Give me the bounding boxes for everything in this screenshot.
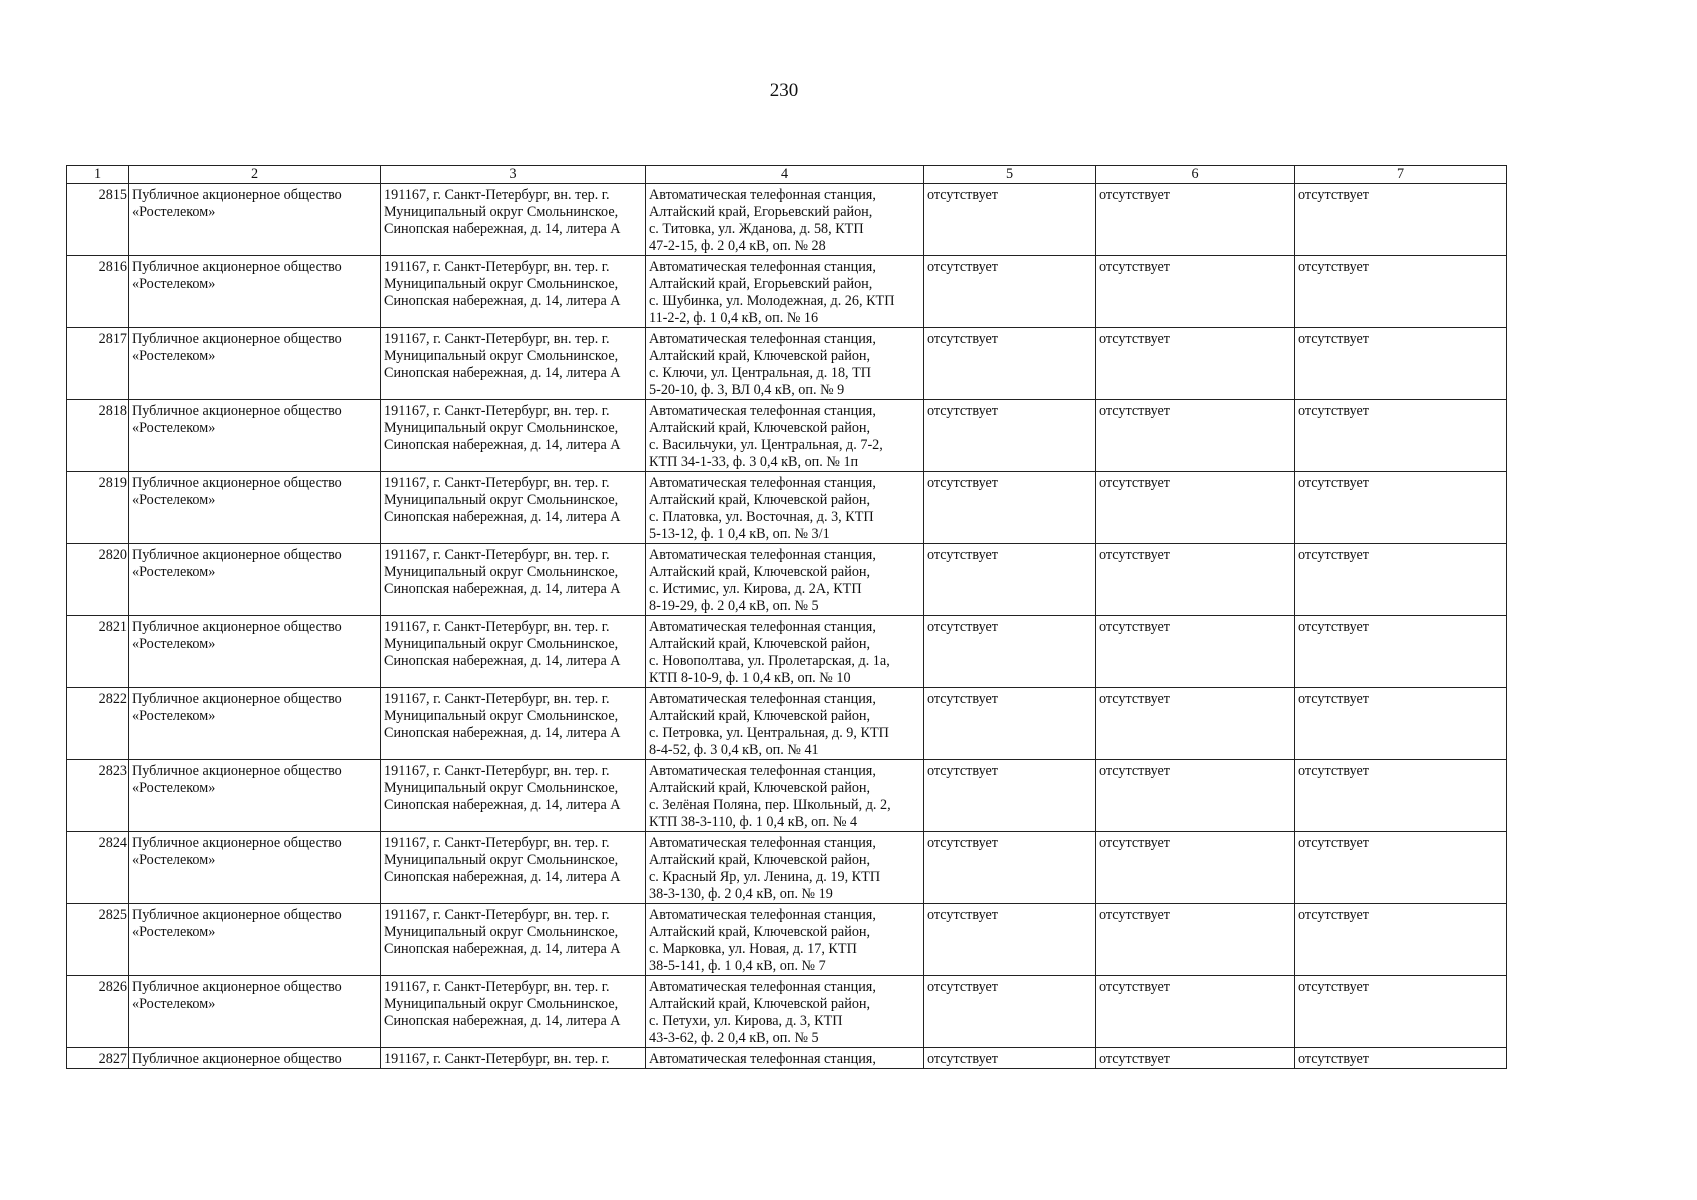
address-cell-line: Синопская набережная, д. 14, литера А [384, 509, 621, 525]
object-cell-line: Автоматическая телефонная станция, [649, 547, 876, 563]
row-number: 2822 [67, 688, 129, 760]
object-cell-line: КТП 34-1-33, ф. 3 0,4 кВ, оп. № 1п [649, 454, 859, 470]
owner-cell-line: Публичное акционерное общество [132, 187, 342, 203]
object-cell-line: Алтайский край, Ключевской район, [649, 492, 871, 508]
object-cell-line: 43-3-62, ф. 2 0,4 кВ, оп. № 5 [649, 1030, 819, 1046]
owner-cell [129, 328, 381, 400]
object-cell-line: 8-4-52, ф. 3 0,4 кВ, оп. № 41 [649, 742, 819, 758]
address-cell-line: Синопская набережная, д. 14, литера А [384, 221, 621, 237]
object-cell-line: с. Платовка, ул. Восточная, д. 3, КТП [649, 509, 874, 525]
table-body [67, 184, 1507, 1069]
object-cell-line: с. Новополтава, ул. Пролетарская, д. 1а, [649, 653, 890, 669]
owner-cell-line: «Ростелеком» [132, 204, 216, 220]
column-7-cell: отсутствует [1295, 184, 1507, 256]
column-7-cell: отсутствует [1295, 616, 1507, 688]
owner-cell-line: Публичное акционерное общество [132, 691, 342, 707]
column-6-cell: отсутствует [1096, 616, 1295, 688]
table-row [67, 1048, 1507, 1069]
column-5-cell: отсутствует [924, 760, 1096, 832]
object-cell-line: 38-3-130, ф. 2 0,4 кВ, оп. № 19 [649, 886, 833, 902]
owner-cell-line: Публичное акционерное общество [132, 475, 342, 491]
column-header-7: 7 [1295, 166, 1507, 184]
row-number: 2815 [67, 184, 129, 256]
owner-cell [129, 688, 381, 760]
column-header-3: 3 [381, 166, 646, 184]
owner-cell [129, 760, 381, 832]
owner-cell-line: Публичное акционерное общество [132, 979, 342, 995]
column-header-2: 2 [129, 166, 381, 184]
table-row [67, 904, 1507, 976]
owner-cell-line: Публичное акционерное общество [132, 835, 342, 851]
address-cell-line: Муниципальный округ Смольнинское, [384, 564, 619, 580]
owner-cell-line: Публичное акционерное общество [132, 259, 342, 275]
address-cell-line: Муниципальный округ Смольнинское, [384, 852, 619, 868]
row-number: 2821 [67, 616, 129, 688]
column-7-cell: отсутствует [1295, 256, 1507, 328]
table-row [67, 256, 1507, 328]
column-7-cell: отсутствует [1295, 832, 1507, 904]
table-row [67, 472, 1507, 544]
owner-cell-line: Публичное акционерное общество [132, 1051, 342, 1067]
object-cell-line: Алтайский край, Ключевской район, [649, 420, 871, 436]
column-6-cell: отсутствует [1096, 472, 1295, 544]
table-row [67, 400, 1507, 472]
column-6-cell: отсутствует [1096, 256, 1295, 328]
address-cell-line: 191167, г. Санкт-Петербург, вн. тер. г. [384, 835, 610, 851]
object-cell [646, 1048, 924, 1069]
address-cell [381, 616, 646, 688]
owner-cell [129, 1048, 381, 1069]
table-row [67, 544, 1507, 616]
address-cell-line: 191167, г. Санкт-Петербург, вн. тер. г. [384, 187, 610, 203]
object-cell-line: с. Зелёная Поляна, пер. Школьный, д. 2, [649, 797, 891, 813]
table-row [67, 688, 1507, 760]
address-cell-line: 191167, г. Санкт-Петербург, вн. тер. г. [384, 331, 610, 347]
address-cell [381, 256, 646, 328]
object-cell [646, 184, 924, 256]
table-row [67, 976, 1507, 1048]
column-6-cell: отсутствует [1096, 904, 1295, 976]
header-row [67, 166, 1507, 184]
address-cell-line: Синопская набережная, д. 14, литера А [384, 437, 621, 453]
table-row [67, 328, 1507, 400]
address-cell [381, 1048, 646, 1069]
object-cell-line: с. Петровка, ул. Центральная, д. 9, КТП [649, 725, 889, 741]
table-row [67, 184, 1507, 256]
column-7-cell: отсутствует [1295, 544, 1507, 616]
object-cell-line: с. Петухи, ул. Кирова, д. 3, КТП [649, 1013, 843, 1029]
column-6-cell: отсутствует [1096, 400, 1295, 472]
object-cell-line: Автоматическая телефонная станция, [649, 187, 876, 203]
address-cell-line: 191167, г. Санкт-Петербург, вн. тер. г. [384, 619, 610, 635]
address-cell-line: Муниципальный округ Смольнинское, [384, 708, 619, 724]
object-cell-line: Алтайский край, Ключевской район, [649, 996, 871, 1012]
object-cell-line: Алтайский край, Ключевской район, [649, 348, 871, 364]
owner-cell [129, 256, 381, 328]
owner-cell-line: «Ростелеком» [132, 996, 216, 1012]
column-6-cell: отсутствует [1096, 832, 1295, 904]
table-row [67, 832, 1507, 904]
address-cell-line: Муниципальный округ Смольнинское, [384, 924, 619, 940]
column-5-cell: отсутствует [924, 184, 1096, 256]
row-number: 2823 [67, 760, 129, 832]
object-cell-line: Автоматическая телефонная станция, [649, 331, 876, 347]
object-cell-line: 5-20-10, ф. 3, ВЛ 0,4 кВ, оп. № 9 [649, 382, 845, 398]
column-6-cell: отсутствует [1096, 544, 1295, 616]
address-cell-line: Синопская набережная, д. 14, литера А [384, 941, 621, 957]
object-cell-line: с. Красный Яр, ул. Ленина, д. 19, КТП [649, 869, 881, 885]
column-6-cell: отсутствует [1096, 1048, 1295, 1069]
address-cell-line: Синопская набережная, д. 14, литера А [384, 1013, 621, 1029]
address-cell-line: Синопская набережная, д. 14, литера А [384, 797, 621, 813]
address-cell-line: Синопская набережная, д. 14, литера А [384, 293, 621, 309]
column-5-cell: отсутствует [924, 688, 1096, 760]
address-cell-line: Муниципальный округ Смольнинское, [384, 276, 619, 292]
object-cell-line: 38-5-141, ф. 1 0,4 кВ, оп. № 7 [649, 958, 826, 974]
object-cell-line: КТП 8-10-9, ф. 1 0,4 кВ, оп. № 10 [649, 670, 851, 686]
column-header-6: 6 [1096, 166, 1295, 184]
address-cell-line: Синопская набережная, д. 14, литера А [384, 365, 621, 381]
address-cell-line: 191167, г. Санкт-Петербург, вн. тер. г. [384, 475, 610, 491]
object-cell [646, 616, 924, 688]
object-cell [646, 328, 924, 400]
address-cell-line: 191167, г. Санкт-Петербург, вн. тер. г. [384, 403, 610, 419]
column-7-cell: отсутствует [1295, 472, 1507, 544]
object-cell-line: Алтайский край, Егорьевский район, [649, 204, 873, 220]
owner-cell-line: «Ростелеком» [132, 924, 216, 940]
address-cell-line: 191167, г. Санкт-Петербург, вн. тер. г. [384, 763, 610, 779]
object-cell-line: Автоматическая телефонная станция, [649, 403, 876, 419]
object-cell-line: Алтайский край, Егорьевский район, [649, 276, 873, 292]
address-cell-line: Синопская набережная, д. 14, литера А [384, 725, 621, 741]
object-cell-line: Автоматическая телефонная станция, [649, 835, 876, 851]
owner-cell-line: «Ростелеком» [132, 348, 216, 364]
row-number: 2826 [67, 976, 129, 1048]
owner-cell [129, 544, 381, 616]
address-cell-line: Муниципальный округ Смольнинское, [384, 204, 619, 220]
row-number: 2825 [67, 904, 129, 976]
column-7-cell: отсутствует [1295, 976, 1507, 1048]
column-6-cell: отсутствует [1096, 688, 1295, 760]
column-5-cell: отсутствует [924, 904, 1096, 976]
object-cell-line: КТП 38-3-110, ф. 1 0,4 кВ, оп. № 4 [649, 814, 858, 830]
object-cell [646, 760, 924, 832]
column-5-cell: отсутствует [924, 976, 1096, 1048]
owner-cell [129, 904, 381, 976]
column-7-cell: отсутствует [1295, 760, 1507, 832]
owner-cell-line: «Ростелеком» [132, 564, 216, 580]
owner-cell-line: «Ростелеком» [132, 780, 216, 796]
address-cell-line: 191167, г. Санкт-Петербург, вн. тер. г. [384, 979, 610, 995]
address-cell-line: 191167, г. Санкт-Петербург, вн. тер. г. [384, 907, 610, 923]
column-5-cell: отсутствует [924, 328, 1096, 400]
address-cell [381, 328, 646, 400]
address-cell-line: 191167, г. Санкт-Петербург, вн. тер. г. [384, 547, 610, 563]
address-cell-line: Муниципальный округ Смольнинское, [384, 420, 619, 436]
object-cell-line: с. Марковка, ул. Новая, д. 17, КТП [649, 941, 857, 957]
object-cell [646, 544, 924, 616]
owner-cell-line: Публичное акционерное общество [132, 403, 342, 419]
column-header-4: 4 [646, 166, 924, 184]
column-5-cell: отсутствует [924, 472, 1096, 544]
object-cell-line: с. Шубинка, ул. Молодежная, д. 26, КТП [649, 293, 895, 309]
object-cell-line: Автоматическая телефонная станция, [649, 1051, 876, 1067]
column-5-cell: отсутствует [924, 832, 1096, 904]
address-cell [381, 184, 646, 256]
address-cell [381, 472, 646, 544]
address-cell-line: Муниципальный округ Смольнинское, [384, 348, 619, 364]
object-cell-line: Алтайский край, Ключевской район, [649, 564, 871, 580]
object-cell-line: Автоматическая телефонная станция, [649, 619, 876, 635]
row-number: 2819 [67, 472, 129, 544]
column-5-cell: отсутствует [924, 616, 1096, 688]
object-cell [646, 832, 924, 904]
object-cell [646, 256, 924, 328]
address-cell [381, 688, 646, 760]
owner-cell-line: «Ростелеком» [132, 852, 216, 868]
object-cell-line: 5-13-12, ф. 1 0,4 кВ, оп. № 3/1 [649, 526, 830, 542]
object-cell-line: Автоматическая телефонная станция, [649, 763, 876, 779]
address-cell-line: 191167, г. Санкт-Петербург, вн. тер. г. [384, 1051, 610, 1067]
row-number: 2824 [67, 832, 129, 904]
column-6-cell: отсутствует [1096, 328, 1295, 400]
object-cell-line: с. Ключи, ул. Центральная, д. 18, ТП [649, 365, 872, 381]
column-7-cell: отсутствует [1295, 688, 1507, 760]
object-cell [646, 688, 924, 760]
owner-cell-line: Публичное акционерное общество [132, 547, 342, 563]
column-header-1: 1 [67, 166, 129, 184]
column-header-5: 5 [924, 166, 1096, 184]
object-cell-line: Алтайский край, Ключевской район, [649, 780, 871, 796]
object-cell-line: Алтайский край, Ключевской район, [649, 924, 871, 940]
page-number: 230 [769, 80, 799, 101]
owner-cell [129, 832, 381, 904]
column-5-cell: отсутствует [924, 400, 1096, 472]
column-6-cell: отсутствует [1096, 760, 1295, 832]
owner-cell [129, 184, 381, 256]
address-cell-line: Синопская набережная, д. 14, литера А [384, 653, 621, 669]
address-cell-line: Муниципальный округ Смольнинское, [384, 636, 619, 652]
column-5-cell: отсутствует [924, 1048, 1096, 1069]
owner-cell-line: «Ростелеком» [132, 636, 216, 652]
owner-cell-line: «Ростелеком» [132, 276, 216, 292]
column-7-cell: отсутствует [1295, 1048, 1507, 1069]
owner-cell-line: Публичное акционерное общество [132, 763, 342, 779]
object-cell-line: 11-2-2, ф. 1 0,4 кВ, оп. № 16 [649, 310, 819, 326]
row-number: 2827 [67, 1048, 129, 1069]
object-cell [646, 976, 924, 1048]
address-cell [381, 400, 646, 472]
object-cell-line: Алтайский край, Ключевской район, [649, 708, 871, 724]
owner-cell [129, 976, 381, 1048]
object-cell-line: Автоматическая телефонная станция, [649, 259, 876, 275]
column-7-cell: отсутствует [1295, 328, 1507, 400]
object-cell [646, 904, 924, 976]
column-5-cell: отсутствует [924, 256, 1096, 328]
address-cell [381, 544, 646, 616]
owner-cell [129, 616, 381, 688]
address-cell [381, 760, 646, 832]
row-number: 2816 [67, 256, 129, 328]
column-7-cell: отсутствует [1295, 904, 1507, 976]
owner-cell-line: Публичное акционерное общество [132, 619, 342, 635]
owner-cell-line: «Ростелеком» [132, 492, 216, 508]
owner-cell [129, 472, 381, 544]
object-cell-line: Автоматическая телефонная станция, [649, 475, 876, 491]
row-number: 2817 [67, 328, 129, 400]
object-cell-line: Алтайский край, Ключевской район, [649, 636, 871, 652]
object-cell-line: с. Титовка, ул. Жданова, д. 58, КТП [649, 221, 864, 237]
address-cell [381, 904, 646, 976]
registry-table [66, 165, 1507, 1069]
table-row [67, 760, 1507, 832]
address-cell-line: Муниципальный округ Смольнинское, [384, 996, 619, 1012]
object-cell-line: Автоматическая телефонная станция, [649, 979, 876, 995]
object-cell [646, 400, 924, 472]
row-number: 2818 [67, 400, 129, 472]
column-7-cell: отсутствует [1295, 400, 1507, 472]
object-cell-line: с. Истимис, ул. Кирова, д. 2А, КТП [649, 581, 862, 597]
column-6-cell: отсутствует [1096, 976, 1295, 1048]
column-6-cell: отсутствует [1096, 184, 1295, 256]
object-cell-line: Алтайский край, Ключевской район, [649, 852, 871, 868]
column-5-cell: отсутствует [924, 544, 1096, 616]
address-cell-line: 191167, г. Санкт-Петербург, вн. тер. г. [384, 259, 610, 275]
object-cell-line: 8-19-29, ф. 2 0,4 кВ, оп. № 5 [649, 598, 819, 614]
address-cell-line: Муниципальный округ Смольнинское, [384, 780, 619, 796]
object-cell-line: с. Васильчуки, ул. Центральная, д. 7-2, [649, 437, 883, 453]
address-cell-line: 191167, г. Санкт-Петербург, вн. тер. г. [384, 691, 610, 707]
address-cell [381, 832, 646, 904]
table-row [67, 616, 1507, 688]
address-cell [381, 976, 646, 1048]
address-cell-line: Муниципальный округ Смольнинское, [384, 492, 619, 508]
owner-cell-line: «Ростелеком» [132, 708, 216, 724]
address-cell-line: Синопская набережная, д. 14, литера А [384, 869, 621, 885]
object-cell-line: Автоматическая телефонная станция, [649, 691, 876, 707]
row-number: 2820 [67, 544, 129, 616]
owner-cell-line: «Ростелеком» [132, 420, 216, 436]
owner-cell-line: Публичное акционерное общество [132, 907, 342, 923]
owner-cell-line: Публичное акционерное общество [132, 331, 342, 347]
address-cell-line: Синопская набережная, д. 14, литера А [384, 581, 621, 597]
object-cell [646, 472, 924, 544]
object-cell-line: Автоматическая телефонная станция, [649, 907, 876, 923]
object-cell-line: 47-2-15, ф. 2 0,4 кВ, оп. № 28 [649, 238, 826, 254]
owner-cell [129, 400, 381, 472]
